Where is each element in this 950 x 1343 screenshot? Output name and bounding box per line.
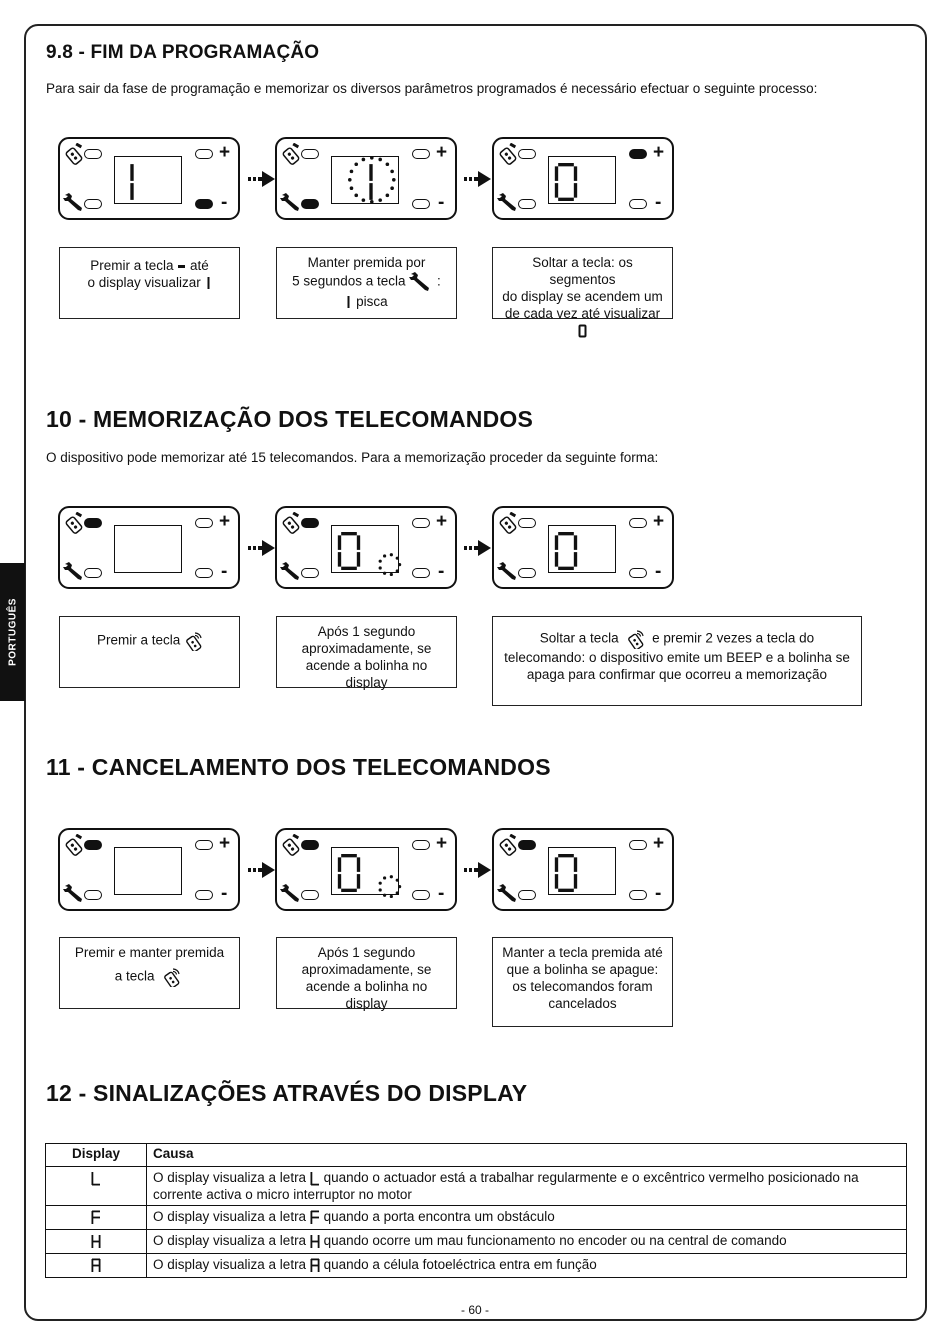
wrench-icon [497, 883, 519, 908]
control-panel [492, 506, 674, 589]
wrench-icon [63, 883, 85, 908]
table-row [46, 1230, 907, 1254]
plus-key-label: + [436, 833, 448, 854]
remote-key-icon [279, 143, 303, 170]
wrench-icon [280, 561, 302, 586]
digit-one-icon [205, 276, 212, 290]
remote-key-led [301, 840, 319, 850]
cause-text: quando ocorre um mau funcionamento no encoder ou na central de comando [319, 1233, 787, 1248]
table-row [46, 1206, 907, 1230]
remote-key-led [518, 840, 536, 850]
minus-key-label: - [221, 561, 228, 582]
plus-key-label: + [436, 142, 448, 163]
decimal-dot-icon [377, 874, 402, 899]
wrench-icon [63, 192, 85, 217]
blink-indicator-icon [347, 155, 397, 205]
wrench-icon [280, 883, 302, 908]
minus-key-label: - [221, 192, 228, 213]
remote-key-icon [496, 834, 520, 861]
remote-key-icon [62, 143, 86, 170]
plus-key-led [195, 518, 213, 528]
step-arrow-icon [248, 170, 275, 188]
display-screen [114, 847, 182, 895]
cause-text: O display visualiza a letra [153, 1170, 310, 1185]
digit-zero-icon [578, 324, 587, 338]
step-arrow-icon [464, 539, 491, 557]
remote-key-icon [184, 631, 202, 651]
minus-key-led [195, 890, 213, 900]
plus-key-label: + [653, 142, 665, 163]
cause-text: quando a porta encontra um obstáculo [319, 1209, 555, 1224]
minus-key-led [629, 568, 647, 578]
wrench-icon [63, 561, 85, 586]
segment-letter-a-icon [91, 1258, 101, 1273]
plus-key-led [629, 149, 647, 159]
signal-table [45, 1143, 907, 1278]
section-10-title: 10 - MEMORIZAÇÃO DOS TELECOMANDOS [46, 406, 534, 432]
plus-key-label: + [653, 833, 665, 854]
prog-key-led [84, 568, 102, 578]
wrench-icon [497, 561, 519, 586]
caption-10-2: Após 1 segundo aproximadamente, se acende a bolinha no display [276, 616, 457, 688]
caption-10-3: Soltar a tecla e premir 2 vezes a tecla do telecomando: o dispositivo emite um BEEP e a bolinha se apaga para confirmar que ocorreu a memorização [492, 616, 862, 706]
minus-key-led [629, 890, 647, 900]
prog-key-led [518, 199, 536, 209]
plus-key-label: + [219, 142, 231, 163]
caption-11-2: Após 1 segundo aproximadamente, se acende a bolinha no display [276, 937, 457, 1009]
cause-cell [147, 1254, 907, 1278]
segment-letter-l-icon [91, 1171, 101, 1186]
control-panel [492, 828, 674, 911]
display-screen [114, 525, 182, 573]
cause-text: quando a célula fotoeléctrica entra em função [319, 1257, 597, 1272]
plus-key-led [629, 840, 647, 850]
minus-key-led [412, 199, 430, 209]
remote-key-led [84, 840, 102, 850]
control-panel [275, 506, 457, 589]
cause-text: O display visualiza a letra [153, 1257, 310, 1272]
step-arrow-icon [248, 861, 275, 879]
digit-zero-icon [337, 854, 361, 892]
remote-key-icon [496, 512, 520, 539]
cause-cell [147, 1206, 907, 1230]
plus-key-label: + [653, 511, 665, 532]
page-number: - 60 - [460, 1303, 489, 1317]
section-98-intro: Para sair da fase de programação e memorizar os diversos parâmetros programados é necessário efectuar o seguinte processo: [46, 81, 818, 96]
minus-key-label: - [221, 883, 228, 904]
minus-key-led [629, 199, 647, 209]
control-panel [275, 828, 457, 911]
digit-zero-icon [554, 854, 578, 892]
prog-key-led [518, 568, 536, 578]
table-header-display: Display [46, 1144, 147, 1167]
prog-key-led [301, 890, 319, 900]
signal-table-body [46, 1167, 907, 1278]
section-98-title: 9.8 - FIM DA PROGRAMAÇÃO [46, 42, 320, 63]
segment-letter-h-icon [91, 1234, 101, 1249]
prog-key-led [518, 890, 536, 900]
language-tab: PORTUGUÊS [0, 563, 25, 701]
control-panel [492, 137, 674, 220]
caption-10-1: Premir a tecla [59, 616, 240, 688]
segment-letter-f-icon [310, 1210, 320, 1225]
plus-key-led [195, 840, 213, 850]
plus-key-led [629, 518, 647, 528]
remote-key-icon [279, 834, 303, 861]
display-cell [46, 1254, 147, 1278]
remote-key-led [84, 149, 102, 159]
prog-key-led [301, 568, 319, 578]
remote-key-led [518, 518, 536, 528]
control-panel [58, 506, 240, 589]
minus-key-led [195, 199, 213, 209]
caption-11-3: Manter a tecla premida até que a bolinha se apague: os telecomandos foram cancelados [492, 937, 673, 1027]
segment-letter-f-icon [91, 1210, 101, 1225]
cause-cell [147, 1230, 907, 1254]
caption-11-1: Premir e manter premida a tecla [59, 937, 240, 1009]
caption-98-3: Soltar a tecla: os segmentos do display se acendem um de cada vez até visualizar [492, 247, 673, 319]
minus-key-label: - [438, 192, 445, 213]
control-panel [58, 137, 240, 220]
plus-key-label: + [436, 511, 448, 532]
remote-key-icon [62, 512, 86, 539]
minus-key-label: - [655, 883, 662, 904]
minus-key-label: - [655, 561, 662, 582]
segment-letter-l-icon [310, 1171, 320, 1186]
plus-key-label: + [219, 511, 231, 532]
wrench-icon [280, 192, 302, 217]
display-cell [46, 1230, 147, 1254]
plus-key-label: + [219, 833, 231, 854]
caption-98-1: Premir a tecla até o display visualizar [59, 247, 240, 319]
cause-text: O display visualiza a letra [153, 1209, 310, 1224]
digit-zero-icon [554, 163, 578, 201]
minus-key-label: - [655, 192, 662, 213]
remote-key-led [518, 149, 536, 159]
remote-key-led [301, 518, 319, 528]
section-12-title: 12 - SINALIZAÇÕES ATRAVÉS DO DISPLAY [46, 1080, 528, 1106]
digit-zero-icon [337, 532, 361, 570]
table-row [46, 1167, 907, 1206]
remote-key-led [301, 149, 319, 159]
remote-key-icon [622, 629, 648, 649]
digit-one-icon [345, 295, 352, 309]
plus-key-led [195, 149, 213, 159]
table-header-cause: Causa [147, 1144, 907, 1167]
minus-key-symbol-icon [177, 262, 186, 271]
prog-key-led [301, 199, 319, 209]
section-11-title: 11 - CANCELAMENTO DOS TELECOMANDOS [46, 754, 551, 780]
remote-key-icon [496, 143, 520, 170]
wrench-icon [409, 271, 433, 293]
plus-key-led [412, 149, 430, 159]
step-arrow-icon [464, 861, 491, 879]
segment-letter-a-icon [310, 1258, 320, 1273]
control-panel [58, 828, 240, 911]
step-arrow-icon [464, 170, 491, 188]
plus-key-led [412, 840, 430, 850]
prog-key-led [84, 199, 102, 209]
plus-key-led [412, 518, 430, 528]
minus-key-led [412, 890, 430, 900]
minus-key-led [195, 568, 213, 578]
segment-letter-h-icon [310, 1234, 320, 1249]
digit-one-icon [120, 163, 144, 201]
step-arrow-icon [248, 539, 275, 557]
digit-zero-icon [554, 532, 578, 570]
control-panel [275, 137, 457, 220]
remote-key-icon [158, 967, 184, 987]
minus-key-label: - [438, 561, 445, 582]
cause-cell [147, 1167, 907, 1206]
prog-key-led [84, 890, 102, 900]
cause-text: quando o actuador está a trabalhar regularmente e o excêntrico vermelho posicionado na corrente activa o micro interruptor no motor [153, 1170, 859, 1202]
minus-key-led [412, 568, 430, 578]
section-10-intro: O dispositivo pode memorizar até 15 telecomandos. Para a memorização proceder da seguinte forma: [46, 450, 659, 465]
caption-98-2: Manter premida por 5 segundos a tecla : pisca [276, 247, 457, 319]
remote-key-icon [279, 512, 303, 539]
table-row [46, 1254, 907, 1278]
display-cell [46, 1206, 147, 1230]
remote-key-led [84, 518, 102, 528]
remote-key-icon [62, 834, 86, 861]
minus-key-label: - [438, 883, 445, 904]
wrench-icon [497, 192, 519, 217]
decimal-dot-icon [377, 552, 402, 577]
cause-text: O display visualiza a letra [153, 1233, 310, 1248]
display-cell [46, 1167, 147, 1206]
